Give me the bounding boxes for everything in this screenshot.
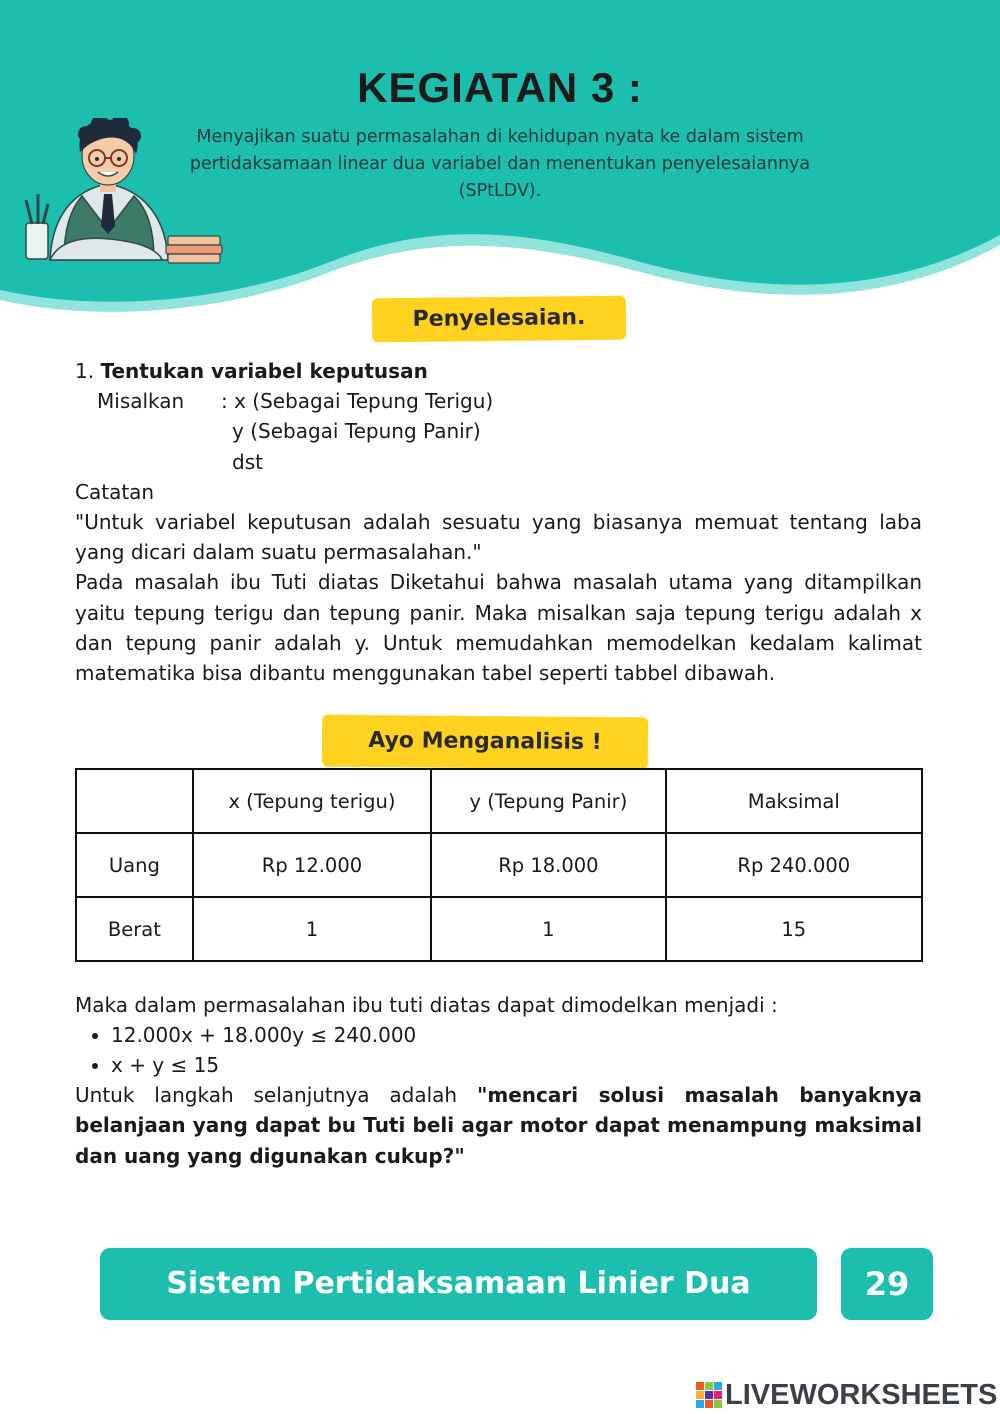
table-cell: Uang (76, 833, 193, 897)
section-1 (75, 356, 922, 688)
teacher-illustration (20, 118, 230, 268)
analyze-badge: Ayo Menganalisis ! (322, 715, 648, 770)
table-row (76, 897, 922, 961)
next-step-prefix: Untuk langkah selanjutnya adalah (75, 1083, 477, 1108)
books-icon (166, 236, 222, 263)
table-cell: Rp 12.000 (193, 833, 431, 897)
variable-x: : x (Sebagai Tepung Terigu) (221, 389, 494, 414)
catatan-label: Catatan (75, 479, 155, 504)
model-section (75, 990, 922, 1171)
page-number: 29 (841, 1248, 933, 1320)
pencil-cup-icon (26, 194, 48, 259)
section-number: 1. (75, 359, 101, 383)
table-cell: 1 (193, 897, 431, 961)
table-header-cell (76, 769, 193, 833)
variable-dst: dst (232, 449, 263, 474)
section-heading-text: Tentukan variabel keputusan (100, 359, 428, 383)
next-step-paragraph (75, 1080, 922, 1171)
catatan-quote: "Untuk variabel keputusan adalah sesuatu yang biasanya memuat tentang laba yang dicari dalam suatu permasalahan." (75, 510, 922, 565)
watermark-text: LIVEWORKSHEETS (725, 1378, 998, 1411)
table-cell: 15 (666, 897, 922, 961)
table-header-cell: Maksimal (666, 769, 922, 833)
page-title: KEGIATAN 3 : (357, 64, 643, 111)
activity-description: Menyajikan suatu permasalahan di kehidupan nyata ke dalam sistem pertidaksamaan linear dua variabel dan menentukan penyelesaiannya (SPtLDV). (189, 127, 811, 201)
table-cell: 1 (431, 897, 665, 961)
list-item: • 12.000x + 18.000y ≤ 240.000 (111, 1020, 922, 1050)
table-header-cell: y (Tepung Panir) (431, 769, 665, 833)
liveworksheets-logo-icon (696, 1382, 722, 1408)
model-intro: Maka dalam permasalahan ibu tuti diatas dapat dimodelkan menjadi : (75, 993, 778, 1017)
section-1-heading (75, 356, 922, 386)
list-item: • x + y ≤ 15 (111, 1050, 922, 1080)
table-cell: Rp 240.000 (666, 833, 922, 897)
watermark (696, 1378, 997, 1412)
variable-y: y (Sebagai Tepung Panir) (232, 419, 481, 444)
misalkan-label: Misalkan (97, 389, 185, 414)
analysis-table (75, 768, 923, 962)
solution-badge: Penyelesaian. (372, 296, 626, 343)
misalkan-row (75, 386, 922, 416)
table-row (76, 833, 922, 897)
model-list (75, 1020, 922, 1080)
table-cell: Berat (76, 897, 193, 961)
table-cell: Rp 18.000 (431, 833, 665, 897)
table-header-cell: x (Tepung terigu) (193, 769, 431, 833)
table-header-row (76, 769, 922, 833)
footer-book-title: Sistem Pertidaksamaan Linier Dua Variabel (100, 1248, 817, 1320)
next-step-question: "mencari solusi masalah banyaknya belanjaan yang dapat bu Tuti beli agar motor dapat menampung maksimal dan uang yang digunakan cukup?" (75, 1083, 922, 1168)
explanation-paragraph: Pada masalah ibu Tuti diatas Diketahui bahwa masalah utama yang ditampilkan yaitu tepung terigu dan tepung panir. Maka misalkan saja tepung terigu adalah x dan tepung panir adalah y. Untuk memudahkan memodelkan kedalam kalimat matematika bisa dibantu menggunakan tabel seperti tabbel dibawah. (75, 570, 922, 686)
